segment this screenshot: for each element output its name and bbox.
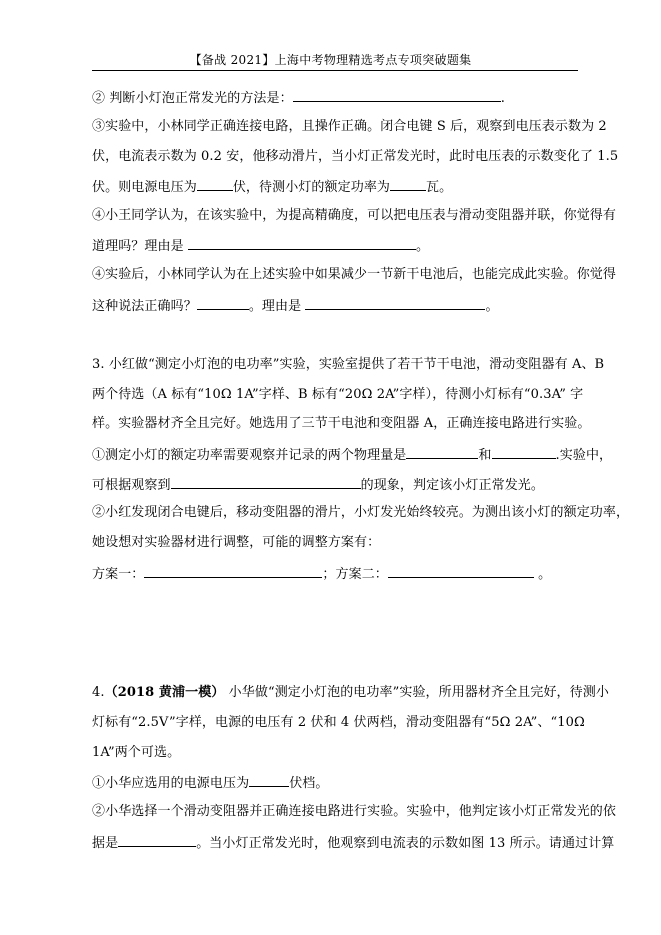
text: ；方案二： (322, 567, 388, 582)
page-header: 【备战 2021】上海中考物理精选考点专项突破题集 (189, 53, 472, 67)
text: 。 (415, 239, 430, 254)
q3-text-line: ②小红发现闭合电键后，移动变阻器的滑片，小灯发光始终较亮。为测出该小灯的额定功率， (92, 505, 630, 520)
question-number: 4. (92, 685, 105, 700)
q4-text-line: 1A”两个可选。 (92, 745, 181, 760)
q4-text-line: 灯标有“2.5V”字样，电源的电压有 2 伏和 4 伏两档，滑动变阻器有“5Ω 2A”、“10Ω (92, 715, 585, 730)
answer-blank[interactable] (390, 178, 426, 191)
text: 。 (538, 567, 552, 582)
text: 这种说法正确吗？ (92, 299, 197, 314)
answer-blank[interactable] (305, 297, 485, 310)
answer-blank[interactable] (293, 89, 501, 102)
text: .实验中， (555, 448, 613, 463)
q4-basis-line (92, 834, 614, 852)
answer-blank[interactable] (249, 774, 289, 787)
answer-blank[interactable] (492, 446, 556, 459)
q4-title-line (92, 685, 609, 701)
answer-blank[interactable] (406, 446, 478, 459)
text: 道理吗？理由是 (92, 239, 184, 254)
q4-voltage-line (92, 774, 329, 792)
answer-blank[interactable] (118, 834, 196, 847)
answer-blank[interactable] (388, 565, 534, 578)
voltage-power-line (92, 178, 452, 196)
text: 小华做“测定小灯泡的电功率”实验，所用器材齐全且完好，待测小 (228, 685, 609, 700)
text: ①小华应选用的电源电压为 (92, 776, 250, 791)
text: 的现象，判定该小灯正常发光。 (360, 478, 545, 493)
text-line: ④小王同学认为，在该实验中，为提高精确度，可以把电压表与滑动变阻器并联，你觉得有 (92, 208, 617, 223)
q3-quantities-line (92, 446, 612, 464)
reason-line (92, 237, 429, 255)
text-line: ④实验后，小林同学认为在上述实验中如果减少一节新干电池后，也能完成此实验。你觉得 (92, 267, 617, 282)
q4-text-line: ②小华选择一个滑动变阻器并正确连接电路进行实验。实验中，他判定该小灯正常发光的依 (92, 804, 617, 819)
q3-text-line: 样。实验器材齐全且完好。她选用了三节干电池和变阻器 A，正确连接电路进行实验。 (92, 416, 591, 431)
text: 。当小灯正常发光时，他观察到电流表的示数如图 13 所示。请通过计算 (196, 836, 615, 851)
q3-text-line: 3. 小红做“测定小灯泡的电功率”实验，实验室提供了若干节干电池，滑动变阻器有 A、B (92, 357, 605, 372)
answer-blank[interactable] (188, 237, 416, 250)
correct-reason-line (92, 297, 499, 315)
question-source: （2018 黄浦一模） (104, 685, 225, 700)
text-line: ③实验中，小林同学正确连接电路，且操作正确。闭合电键 S 后，观察到电压表示数为 2 (92, 119, 607, 134)
answer-blank[interactable] (171, 476, 361, 489)
text: 据是 (92, 836, 119, 851)
judge-method-line: ② 判断小灯泡正常发光的方法是： . (92, 91, 505, 106)
text: 瓦。 (426, 180, 453, 195)
text: 可根据观察到 (92, 478, 171, 493)
header-rule (92, 70, 578, 71)
text: 。理由是 (248, 299, 302, 314)
q3-plans-line (92, 565, 551, 583)
text: ①测定小灯的额定功率需要观察并记录的两个物理量是 (92, 448, 407, 463)
text-line: 伏，电流表示数为 0.2 安，他移动滑片，当小灯正常发光时，此时电压表的示数变化了 1.5 (92, 149, 619, 164)
answer-blank[interactable] (197, 297, 249, 310)
q3-observe-line (92, 476, 544, 494)
text: 伏，待测小灯的额定功率为 (232, 180, 391, 195)
answer-blank[interactable] (144, 565, 322, 578)
text: ② 判断小灯泡正常发光的方法是： (92, 91, 293, 106)
q3-text-line: 她设想对实验器材进行调整，可能的调整方案有： (92, 535, 381, 550)
q3-text-line: 两个待选（A 标有“10Ω 1A”字样、B 标有“20Ω 2A”字样），待测小灯标有“0.3A” 字 (92, 387, 584, 402)
answer-blank[interactable] (197, 178, 233, 191)
text: 。 (485, 299, 499, 314)
text: 和 (478, 448, 492, 463)
text: 伏档。 (289, 776, 329, 791)
text: 方案一： (92, 567, 145, 582)
text: 伏。则电源电压为 (92, 180, 197, 195)
